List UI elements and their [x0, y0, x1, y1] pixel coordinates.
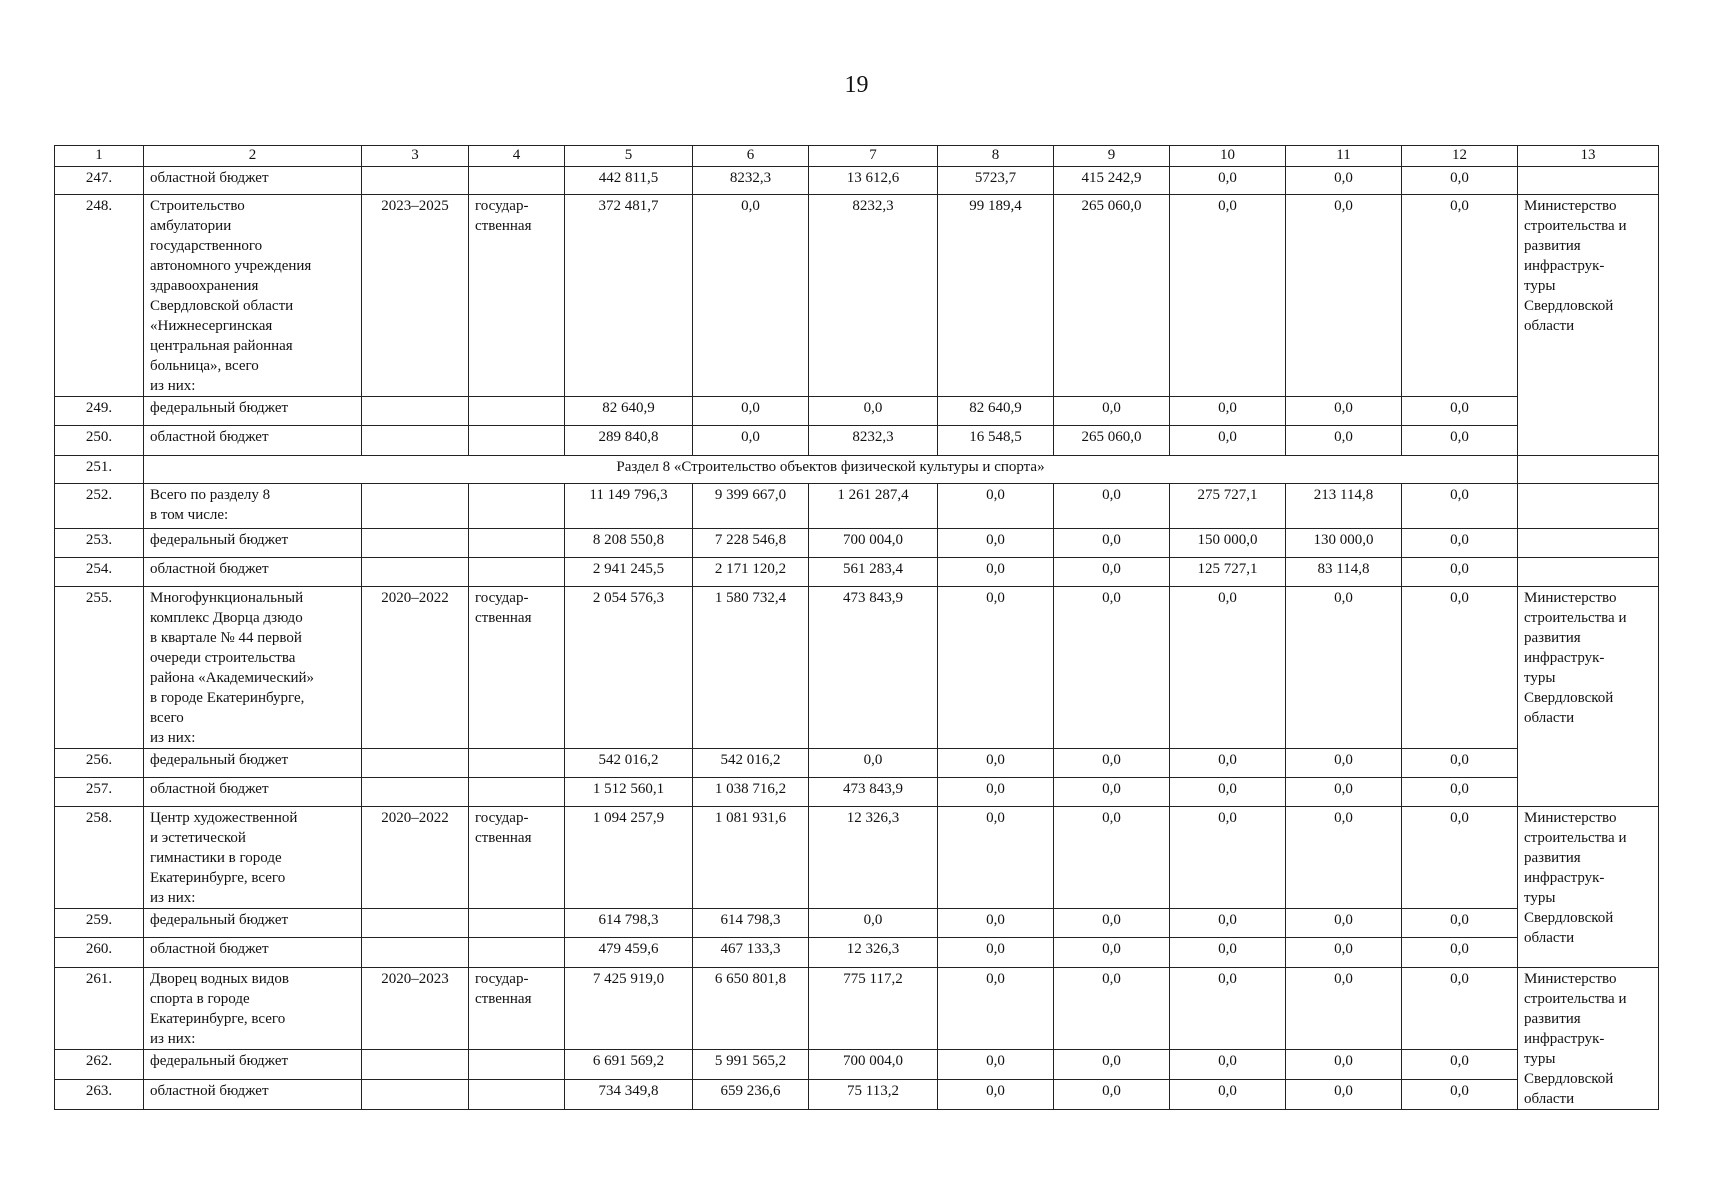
value-cell: 0,0 [1402, 195, 1518, 397]
row-number: 251. [55, 456, 144, 484]
value-cell: 775 117,2 [809, 968, 938, 1050]
value-cell: 11 149 796,3 [565, 484, 693, 529]
value-cell: 0,0 [1170, 426, 1286, 456]
table-row [55, 938, 1659, 968]
ownership-cell [469, 167, 565, 195]
value-cell: 1 038 716,2 [693, 778, 809, 807]
ownership-cell: государ- ственная [469, 195, 565, 397]
table-row [55, 968, 1659, 1050]
value-cell: 6 691 569,2 [565, 1050, 693, 1080]
ownership-cell: государ- ственная [469, 587, 565, 749]
value-cell: 442 811,5 [565, 167, 693, 195]
value-cell: 0,0 [1170, 807, 1286, 909]
value-cell: 0,0 [1402, 778, 1518, 807]
value-cell: 0,0 [1170, 909, 1286, 938]
table-row [55, 778, 1659, 807]
row-name: областной бюджет [144, 778, 362, 807]
ownership-cell [469, 909, 565, 938]
value-cell: 213 114,8 [1286, 484, 1402, 529]
value-cell: 265 060,0 [1054, 195, 1170, 397]
row-name: областной бюджет [144, 426, 362, 456]
row-number: 257. [55, 778, 144, 807]
value-cell: 0,0 [1054, 1050, 1170, 1080]
value-cell: 0,0 [1286, 778, 1402, 807]
value-cell: 0,0 [1402, 397, 1518, 426]
value-cell: 1 081 931,6 [693, 807, 809, 909]
value-cell: 9 399 667,0 [693, 484, 809, 529]
value-cell: 8232,3 [809, 195, 938, 397]
years-cell: 2020–2022 [362, 587, 469, 749]
row-number: 254. [55, 558, 144, 587]
value-cell: 289 840,8 [565, 426, 693, 456]
customer-cell: Министерство строительства и развития инфраструк- туры Свердловской области [1518, 195, 1659, 456]
value-cell: 150 000,0 [1170, 529, 1286, 558]
value-cell: 2 941 245,5 [565, 558, 693, 587]
ownership-cell [469, 938, 565, 968]
row-number: 248. [55, 195, 144, 397]
row-name: областной бюджет [144, 558, 362, 587]
value-cell: 0,0 [693, 195, 809, 397]
ownership-cell [469, 749, 565, 778]
value-cell: 1 261 287,4 [809, 484, 938, 529]
table-row [55, 484, 1659, 529]
years-cell: 2020–2022 [362, 807, 469, 909]
years-cell [362, 484, 469, 529]
value-cell: 0,0 [1286, 587, 1402, 749]
value-cell: 0,0 [938, 484, 1054, 529]
value-cell: 0,0 [693, 397, 809, 426]
value-cell: 0,0 [1054, 749, 1170, 778]
value-cell: 0,0 [693, 426, 809, 456]
value-cell: 0,0 [1170, 938, 1286, 968]
row-name: областной бюджет [144, 938, 362, 968]
years-cell [362, 397, 469, 426]
column-header: 2 [144, 146, 362, 167]
value-cell: 542 016,2 [693, 749, 809, 778]
row-number: 261. [55, 968, 144, 1050]
ownership-cell [469, 1080, 565, 1110]
customer-cell: Министерство строительства и развития инфраструк- туры Свердловской области [1518, 587, 1659, 807]
value-cell: 125 727,1 [1170, 558, 1286, 587]
value-cell: 0,0 [1402, 167, 1518, 195]
row-number: 253. [55, 529, 144, 558]
column-header: 5 [565, 146, 693, 167]
years-cell [362, 529, 469, 558]
value-cell: 0,0 [1170, 397, 1286, 426]
customer-cell [1518, 484, 1659, 529]
table-row [55, 426, 1659, 456]
years-cell [362, 1080, 469, 1110]
value-cell: 0,0 [1170, 749, 1286, 778]
value-cell: 542 016,2 [565, 749, 693, 778]
table-row [55, 909, 1659, 938]
value-cell: 659 236,6 [693, 1080, 809, 1110]
value-cell: 7 228 546,8 [693, 529, 809, 558]
value-cell: 734 349,8 [565, 1080, 693, 1110]
value-cell: 7 425 919,0 [565, 968, 693, 1050]
value-cell: 99 189,4 [938, 195, 1054, 397]
value-cell: 0,0 [1170, 778, 1286, 807]
ownership-cell [469, 529, 565, 558]
value-cell: 0,0 [1170, 167, 1286, 195]
value-cell: 0,0 [1170, 587, 1286, 749]
value-cell: 8 208 550,8 [565, 529, 693, 558]
value-cell: 0,0 [1402, 484, 1518, 529]
value-cell: 0,0 [1286, 968, 1402, 1050]
value-cell: 0,0 [1402, 749, 1518, 778]
customer-cell [1518, 167, 1659, 195]
row-name: федеральный бюджет [144, 529, 362, 558]
value-cell: 415 242,9 [1054, 167, 1170, 195]
table-row [55, 749, 1659, 778]
value-cell: 0,0 [938, 968, 1054, 1050]
value-cell: 0,0 [1286, 1080, 1402, 1110]
value-cell: 0,0 [1402, 807, 1518, 909]
value-cell: 75 113,2 [809, 1080, 938, 1110]
column-header: 8 [938, 146, 1054, 167]
row-name: Строительство амбулатории государственного автономного учреждения здравоохранения Свердловской области «Нижнесергинская центральная районная больница», всего из них: [144, 195, 362, 397]
row-name: федеральный бюджет [144, 749, 362, 778]
ownership-cell: государ- ственная [469, 807, 565, 909]
value-cell: 0,0 [1402, 426, 1518, 456]
value-cell: 700 004,0 [809, 529, 938, 558]
row-number: 256. [55, 749, 144, 778]
row-number: 255. [55, 587, 144, 749]
ownership-cell [469, 426, 565, 456]
budget-table [54, 145, 1659, 1110]
value-cell: 0,0 [1170, 968, 1286, 1050]
value-cell: 0,0 [1170, 1050, 1286, 1080]
value-cell: 561 283,4 [809, 558, 938, 587]
value-cell: 0,0 [1402, 1050, 1518, 1080]
value-cell: 0,0 [1054, 968, 1170, 1050]
column-header: 7 [809, 146, 938, 167]
customer-cell [1518, 558, 1659, 587]
section-title: Раздел 8 «Строительство объектов физической культуры и спорта» [144, 456, 1518, 484]
table-row [55, 1080, 1659, 1110]
value-cell: 0,0 [1054, 558, 1170, 587]
row-number: 259. [55, 909, 144, 938]
value-cell: 0,0 [1286, 1050, 1402, 1080]
value-cell: 8232,3 [809, 426, 938, 456]
value-cell: 5723,7 [938, 167, 1054, 195]
column-number-header [55, 146, 1659, 167]
value-cell: 0,0 [809, 397, 938, 426]
ownership-cell [469, 397, 565, 426]
column-header: 11 [1286, 146, 1402, 167]
row-name: областной бюджет [144, 1080, 362, 1110]
value-cell: 83 114,8 [1286, 558, 1402, 587]
row-name: Многофункциональный комплекс Дворца дзюдо в квартале № 44 первой очереди строительства района «Академический» в городе Екатеринбурге, всего из них: [144, 587, 362, 749]
value-cell: 473 843,9 [809, 778, 938, 807]
table-row [55, 195, 1659, 397]
years-cell [362, 938, 469, 968]
value-cell: 1 094 257,9 [565, 807, 693, 909]
value-cell: 265 060,0 [1054, 426, 1170, 456]
row-number: 247. [55, 167, 144, 195]
value-cell: 6 650 801,8 [693, 968, 809, 1050]
row-name: Центр художественной и эстетической гимнастики в городе Екатеринбурге, всего из них: [144, 807, 362, 909]
column-header: 3 [362, 146, 469, 167]
table-row [55, 1050, 1659, 1080]
value-cell: 0,0 [1286, 909, 1402, 938]
ownership-cell [469, 778, 565, 807]
value-cell: 0,0 [938, 558, 1054, 587]
value-cell: 0,0 [938, 1050, 1054, 1080]
value-cell: 0,0 [1054, 807, 1170, 909]
value-cell: 614 798,3 [693, 909, 809, 938]
value-cell: 0,0 [938, 1080, 1054, 1110]
value-cell: 0,0 [1286, 167, 1402, 195]
value-cell: 0,0 [1054, 484, 1170, 529]
value-cell: 0,0 [1286, 195, 1402, 397]
value-cell: 12 326,3 [809, 938, 938, 968]
years-cell [362, 426, 469, 456]
value-cell: 0,0 [1054, 529, 1170, 558]
value-cell: 0,0 [938, 807, 1054, 909]
row-number: 249. [55, 397, 144, 426]
years-cell [362, 909, 469, 938]
value-cell: 1 512 560,1 [565, 778, 693, 807]
value-cell: 0,0 [1402, 587, 1518, 749]
years-cell [362, 558, 469, 587]
column-header: 4 [469, 146, 565, 167]
row-number: 258. [55, 807, 144, 909]
row-number: 260. [55, 938, 144, 968]
value-cell: 0,0 [1054, 778, 1170, 807]
value-cell: 0,0 [938, 587, 1054, 749]
ownership-cell [469, 558, 565, 587]
row-number: 263. [55, 1080, 144, 1110]
table-row [55, 167, 1659, 195]
value-cell: 82 640,9 [565, 397, 693, 426]
value-cell: 0,0 [1286, 807, 1402, 909]
value-cell: 0,0 [1286, 397, 1402, 426]
value-cell: 0,0 [1402, 558, 1518, 587]
customer-cell: Министерство строительства и развития инфраструк- туры Свердловской области [1518, 968, 1659, 1110]
value-cell: 0,0 [938, 909, 1054, 938]
value-cell: 0,0 [938, 938, 1054, 968]
value-cell: 0,0 [1054, 397, 1170, 426]
value-cell: 13 612,6 [809, 167, 938, 195]
column-header: 1 [55, 146, 144, 167]
value-cell: 0,0 [1054, 909, 1170, 938]
value-cell: 0,0 [1170, 1080, 1286, 1110]
value-cell: 0,0 [1054, 587, 1170, 749]
value-cell: 0,0 [1054, 1080, 1170, 1110]
value-cell: 0,0 [1054, 938, 1170, 968]
value-cell: 0,0 [1286, 426, 1402, 456]
value-cell: 614 798,3 [565, 909, 693, 938]
table-row [55, 587, 1659, 749]
row-name: Дворец водных видов спорта в городе Екатеринбурге, всего из них: [144, 968, 362, 1050]
value-cell: 0,0 [1402, 529, 1518, 558]
section-row [55, 456, 1659, 484]
value-cell: 1 580 732,4 [693, 587, 809, 749]
years-cell [362, 778, 469, 807]
row-name: федеральный бюджет [144, 397, 362, 426]
row-name: Всего по разделу 8 в том числе: [144, 484, 362, 529]
customer-cell [1518, 529, 1659, 558]
column-header: 13 [1518, 146, 1659, 167]
row-name: федеральный бюджет [144, 909, 362, 938]
value-cell: 8232,3 [693, 167, 809, 195]
value-cell: 372 481,7 [565, 195, 693, 397]
years-cell [362, 167, 469, 195]
years-cell: 2023–2025 [362, 195, 469, 397]
row-name: областной бюджет [144, 167, 362, 195]
value-cell: 5 991 565,2 [693, 1050, 809, 1080]
value-cell: 0,0 [809, 909, 938, 938]
value-cell: 82 640,9 [938, 397, 1054, 426]
value-cell: 0,0 [1402, 938, 1518, 968]
row-name: федеральный бюджет [144, 1050, 362, 1080]
value-cell: 479 459,6 [565, 938, 693, 968]
years-cell [362, 749, 469, 778]
page-number: 19 [844, 72, 869, 98]
years-cell: 2020–2023 [362, 968, 469, 1050]
value-cell: 2 054 576,3 [565, 587, 693, 749]
column-header: 10 [1170, 146, 1286, 167]
column-header: 9 [1054, 146, 1170, 167]
value-cell: 0,0 [1402, 968, 1518, 1050]
value-cell: 0,0 [1286, 749, 1402, 778]
value-cell: 473 843,9 [809, 587, 938, 749]
row-number: 250. [55, 426, 144, 456]
value-cell: 0,0 [809, 749, 938, 778]
value-cell: 0,0 [1402, 1080, 1518, 1110]
years-cell [362, 1050, 469, 1080]
column-header: 12 [1402, 146, 1518, 167]
value-cell: 2 171 120,2 [693, 558, 809, 587]
ownership-cell [469, 1050, 565, 1080]
value-cell: 0,0 [938, 749, 1054, 778]
value-cell: 0,0 [1402, 909, 1518, 938]
column-header: 6 [693, 146, 809, 167]
ownership-cell: государ- ственная [469, 968, 565, 1050]
table-row [55, 558, 1659, 587]
table-row [55, 529, 1659, 558]
value-cell: 275 727,1 [1170, 484, 1286, 529]
value-cell: 16 548,5 [938, 426, 1054, 456]
value-cell: 467 133,3 [693, 938, 809, 968]
table-row [55, 807, 1659, 909]
value-cell: 0,0 [1286, 938, 1402, 968]
table-row [55, 397, 1659, 426]
row-number: 252. [55, 484, 144, 529]
customer-cell [1518, 456, 1659, 484]
row-number: 262. [55, 1050, 144, 1080]
customer-cell: Министерство строительства и развития инфраструк- туры Свердловской области [1518, 807, 1659, 968]
value-cell: 0,0 [938, 529, 1054, 558]
value-cell: 0,0 [938, 778, 1054, 807]
value-cell: 0,0 [1170, 195, 1286, 397]
ownership-cell [469, 484, 565, 529]
value-cell: 130 000,0 [1286, 529, 1402, 558]
value-cell: 700 004,0 [809, 1050, 938, 1080]
value-cell: 12 326,3 [809, 807, 938, 909]
